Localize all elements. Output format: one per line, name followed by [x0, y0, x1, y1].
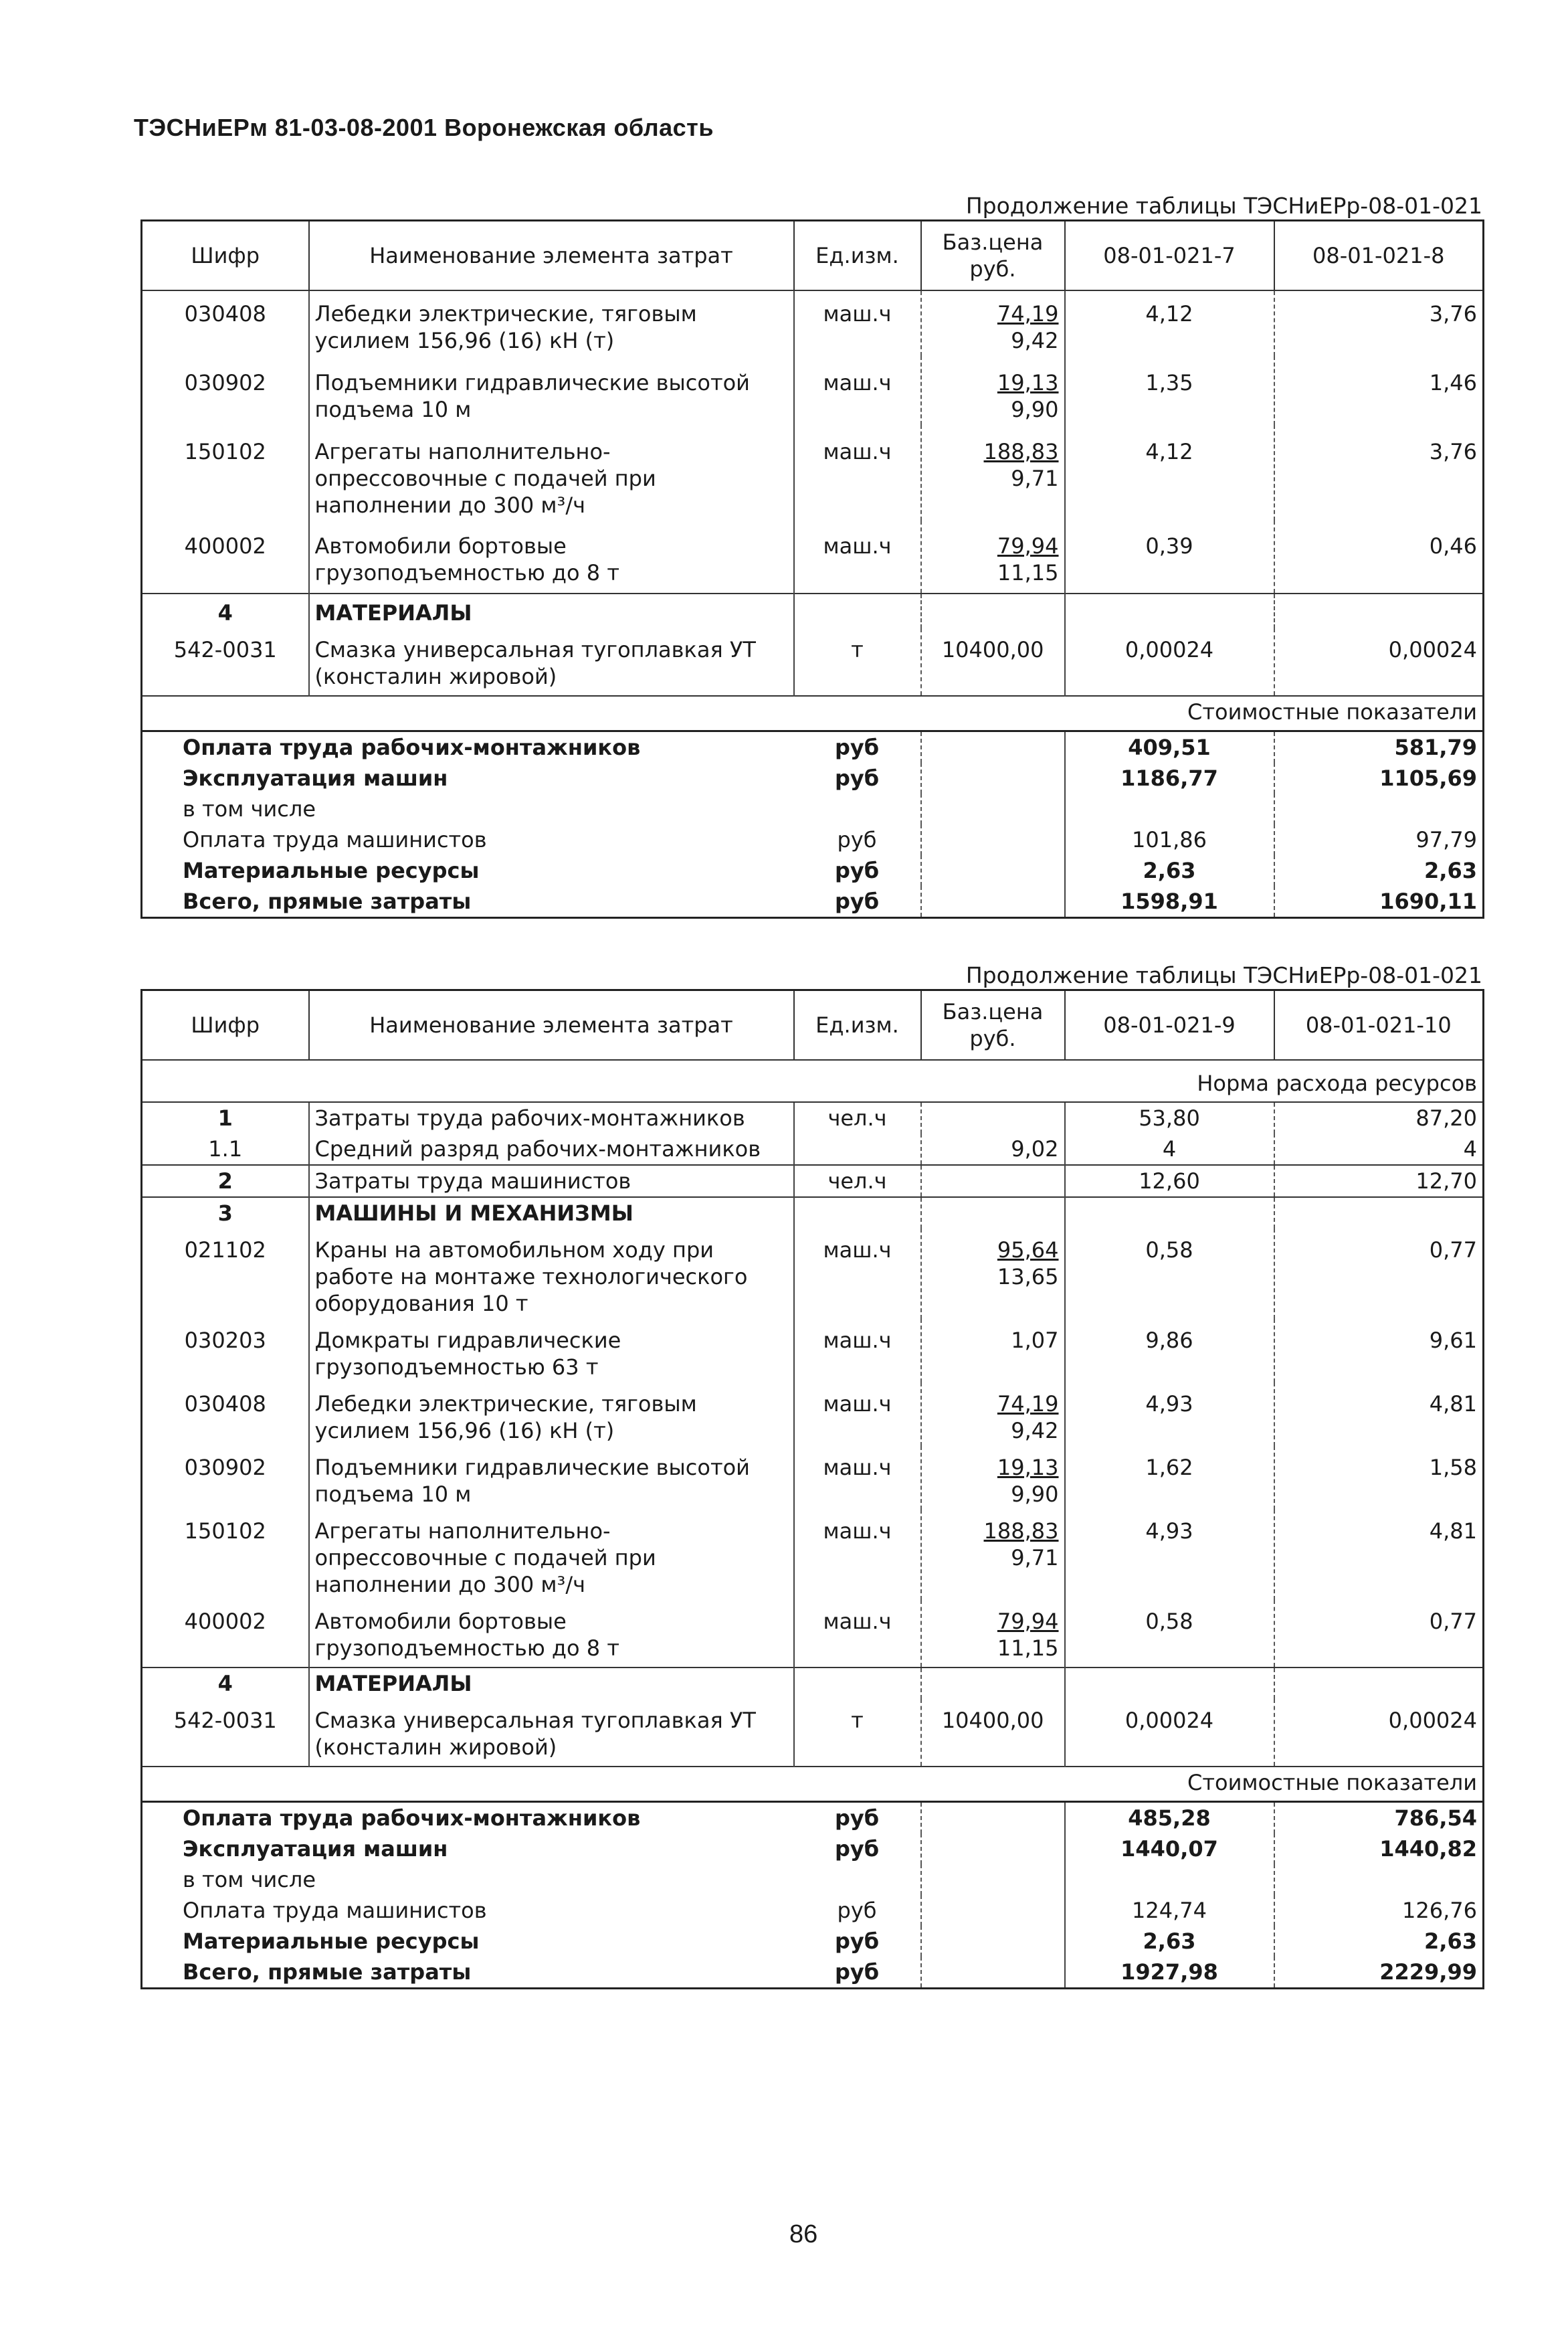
summary-value-2: 1440,82 [1379, 1836, 1477, 1862]
row-value-1: 4,93 [1065, 1510, 1274, 1600]
price-wage: 11,15 [997, 1635, 1059, 1661]
summary-value-2: 2229,99 [1379, 1959, 1477, 1985]
summary-unit: руб [794, 886, 921, 918]
summary-value-1: 2,63 [1065, 855, 1274, 886]
row-price: 9,02 [921, 1134, 1065, 1165]
header-price [921, 221, 1065, 291]
row-price [921, 1510, 1065, 1600]
price-wage: 11,15 [997, 560, 1059, 586]
row-code: 150102 [142, 1510, 309, 1600]
row-code: 030203 [142, 1319, 309, 1382]
header-col-10: 08-01-021-10 [1274, 990, 1484, 1061]
row-value-1: 1,35 [1065, 356, 1274, 425]
row-value-1: 0,58 [1065, 1229, 1274, 1319]
summary-row [142, 855, 1484, 886]
cost-table-2 [140, 989, 1484, 1989]
row-value-1: 0,00024 [1065, 1699, 1274, 1767]
table-row [142, 1510, 1484, 1600]
summary-row [142, 1864, 1484, 1895]
row-unit: маш.ч [794, 1382, 921, 1446]
section-title: МАШИНЫ И МЕХАНИЗМЫ [309, 1197, 794, 1229]
header-price-line2: руб. [969, 1026, 1016, 1051]
name-line: усилием 156,96 (16) кН (т) [314, 1418, 615, 1443]
summary-label: Оплата труда рабочих-монтажников [142, 1802, 794, 1834]
row-name [309, 1699, 794, 1767]
table-row [142, 521, 1484, 594]
header-price [921, 990, 1065, 1061]
summary-row [142, 824, 1484, 855]
row-name [309, 1510, 794, 1600]
name-line: Домкраты гидравлические [314, 1328, 621, 1353]
name-line: грузоподъемностью до 8 т [314, 560, 619, 586]
price-base: 19,13 [997, 370, 1059, 395]
row-value-2: 0,46 [1429, 533, 1477, 559]
header-price-line1: Баз.цена [942, 230, 1044, 255]
row-value-2: 4 [1463, 1136, 1477, 1162]
row-name [309, 1382, 794, 1446]
row-code: 400002 [142, 1600, 309, 1668]
section-code: 3 [142, 1197, 309, 1229]
summary-unit: руб [794, 855, 921, 886]
price-base: 74,19 [997, 301, 1059, 327]
document-title: ТЭСНиЕРм 81-03-08-2001 Воронежская область [134, 114, 714, 141]
name-line: Агрегаты наполнительно- [314, 1518, 611, 1544]
summary-unit: руб [794, 1833, 921, 1864]
summary-value-1: 485,28 [1065, 1802, 1274, 1834]
summary-label: в том числе [183, 796, 316, 822]
row-value-1: 4,12 [1065, 290, 1274, 356]
summary-row [142, 794, 1484, 824]
table-row [142, 425, 1484, 521]
row-value-1: 0,39 [1065, 521, 1274, 594]
table-caption: Продолжение таблицы ТЭСНиЕРр-08-01-021 [965, 962, 1482, 988]
header-col-7: 08-01-021-7 [1065, 221, 1274, 291]
row-code: 1 [142, 1102, 309, 1134]
name-line: грузоподъемностью 63 т [314, 1354, 599, 1380]
row-unit: маш.ч [794, 1446, 921, 1510]
table-caption: Продолжение таблицы ТЭСНиЕРр-08-01-021 [965, 193, 1482, 219]
row-code: 030902 [142, 356, 309, 425]
summary-value-1: 124,74 [1065, 1895, 1274, 1926]
row-value-1: 4,93 [1065, 1382, 1274, 1446]
row-unit: маш.ч [794, 290, 921, 356]
row-name [309, 290, 794, 356]
price-base: 79,94 [997, 1609, 1059, 1634]
summary-row [142, 1802, 1484, 1834]
row-price [921, 1382, 1065, 1446]
summary-label: в том числе [183, 1867, 316, 1892]
price-wage: 9,90 [1011, 1481, 1059, 1507]
price-base: 74,19 [997, 1391, 1059, 1417]
price-wage: 9,42 [1011, 1418, 1059, 1443]
name-line: Агрегаты наполнительно- [314, 439, 611, 464]
row-value-1: 9,86 [1065, 1319, 1274, 1382]
name-line: Лебедки электрические, тяговым [314, 301, 697, 327]
summary-value-1: 1186,77 [1065, 763, 1274, 794]
name-line: опрессовочные с подачей при [314, 466, 656, 491]
price-wage: 9,71 [1011, 466, 1059, 491]
row-price [921, 425, 1065, 521]
name-line: Краны на автомобильном ходу при [314, 1237, 714, 1263]
summary-label: Материальные ресурсы [183, 1928, 480, 1954]
row-unit: маш.ч [794, 1600, 921, 1668]
header-price-line1: Баз.цена [942, 999, 1044, 1024]
row-value-2: 4,81 [1429, 1391, 1477, 1417]
page-number: 86 [789, 2220, 818, 2248]
row-name [309, 1319, 794, 1382]
table-row [142, 1319, 1484, 1382]
table-row [142, 628, 1484, 696]
summary-value-1: 409,51 [1065, 731, 1274, 763]
header-unit: Ед.изм. [794, 990, 921, 1061]
summary-unit: руб [794, 763, 921, 794]
row-value-2: 1,46 [1429, 370, 1477, 395]
header-code: Шифр [142, 221, 309, 291]
summary-row [142, 1926, 1484, 1957]
row-name [309, 1600, 794, 1668]
row-value-2: 0,00024 [1388, 1708, 1477, 1733]
name-line: опрессовочные с подачей при [314, 1545, 656, 1570]
row-value-2: 3,76 [1429, 439, 1477, 464]
row-code: 030902 [142, 1446, 309, 1510]
row-unit: маш.ч [794, 1510, 921, 1600]
cost-band-row [142, 696, 1484, 731]
summary-row [142, 1833, 1484, 1864]
row-name [309, 356, 794, 425]
norm-band-label: Норма расхода ресурсов [142, 1060, 1484, 1102]
cost-table-1 [140, 219, 1484, 919]
row-price: 1,07 [921, 1319, 1065, 1382]
name-line: работе на монтаже технологического [314, 1264, 748, 1289]
summary-value-2: 97,79 [1415, 827, 1477, 852]
row-name: Средний разряд рабочих-монтажников [309, 1134, 794, 1165]
section-row [142, 1668, 1484, 1699]
summary-value-1: 2,63 [1065, 1926, 1274, 1957]
row-code: 400002 [142, 521, 309, 594]
summary-value-1: 101,86 [1065, 824, 1274, 855]
price-base: 188,83 [983, 439, 1059, 464]
table-header [142, 221, 1484, 291]
section-row [142, 1197, 1484, 1229]
row-code: 021102 [142, 1229, 309, 1319]
summary-row [142, 886, 1484, 918]
name-line: подъема 10 м [314, 1481, 472, 1507]
cost-band-row [142, 1767, 1484, 1802]
summary-value-2: 1690,11 [1379, 889, 1477, 914]
name-line: грузоподъемностью до 8 т [314, 1635, 619, 1661]
header-name: Наименование элемента затрат [309, 990, 794, 1061]
row-name [309, 1446, 794, 1510]
row-value-2: 1,58 [1429, 1455, 1477, 1480]
table-header [142, 990, 1484, 1061]
name-line: Смазка универсальная тугоплавкая УТ [314, 1708, 756, 1733]
name-line: наполнении до 300 м³/ч [314, 492, 586, 518]
row-unit: т [794, 628, 921, 696]
summary-unit: руб [794, 731, 921, 763]
table-row [142, 356, 1484, 425]
row-unit: т [794, 1699, 921, 1767]
section-title: МАТЕРИАЛЫ [309, 594, 794, 628]
summary-label: Эксплуатация машин [183, 1836, 448, 1862]
row-name [309, 628, 794, 696]
header-name: Наименование элемента затрат [309, 221, 794, 291]
summary-label: Оплата труда машинистов [183, 827, 487, 852]
row-unit: маш.ч [794, 1229, 921, 1319]
price-base: 79,94 [997, 533, 1059, 559]
row-unit: чел.ч [794, 1165, 921, 1197]
summary-label: Оплата труда машинистов [183, 1898, 487, 1923]
row-code: 542-0031 [142, 1699, 309, 1767]
header-code: Шифр [142, 990, 309, 1061]
name-line: Подъемники гидравлические высотой [314, 370, 750, 395]
row-price [921, 1600, 1065, 1668]
summary-value-2: 786,54 [1274, 1802, 1484, 1834]
name-line: Лебедки электрические, тяговым [314, 1391, 697, 1417]
row-value-2: 0,77 [1429, 1237, 1477, 1263]
table-row [142, 290, 1484, 356]
table-row [142, 1382, 1484, 1446]
row-value-2: 0,00024 [1388, 637, 1477, 662]
row-value-1: 1,62 [1065, 1446, 1274, 1510]
row-value-1: 0,58 [1065, 1600, 1274, 1668]
row-name [309, 425, 794, 521]
cost-band-label: Стоимостные показатели [142, 1767, 1484, 1802]
price-wage: 9,71 [1011, 1545, 1059, 1570]
price-wage: 9,90 [1011, 397, 1059, 422]
table-row [142, 1446, 1484, 1510]
summary-label: Всего, прямые затраты [183, 889, 472, 914]
row-value-2: 0,77 [1429, 1609, 1477, 1634]
summary-value-1: 1598,91 [1065, 886, 1274, 918]
price-wage: 13,65 [997, 1264, 1059, 1289]
row-price [921, 521, 1065, 594]
row-code: 542-0031 [142, 628, 309, 696]
summary-label: Эксплуатация машин [183, 765, 448, 791]
summary-unit: руб [794, 1957, 921, 1989]
row-value-1: 4 [1065, 1134, 1274, 1165]
header-price-line2: руб. [969, 256, 1016, 282]
section-row [142, 594, 1484, 628]
row-unit: чел.ч [794, 1102, 921, 1134]
row-value-2: 9,61 [1429, 1328, 1477, 1353]
table-row [142, 1134, 1484, 1165]
row-code: 1.1 [142, 1134, 309, 1165]
summary-label: Всего, прямые затраты [183, 1959, 472, 1985]
section-code: 4 [142, 1668, 309, 1699]
name-line: оборудования 10 т [314, 1291, 528, 1316]
row-price: 10400,00 [921, 1699, 1065, 1767]
row-code: 150102 [142, 425, 309, 521]
summary-unit: руб [794, 1926, 921, 1957]
name-line: наполнении до 300 м³/ч [314, 1572, 586, 1597]
summary-value-2: 2,63 [1424, 1928, 1477, 1954]
section-code: 4 [142, 594, 309, 628]
name-line: (консталин жировой) [314, 1734, 557, 1760]
row-value-1: 12,60 [1065, 1165, 1274, 1197]
table-row [142, 1699, 1484, 1767]
row-name [309, 1229, 794, 1319]
name-line: Автомобили бортовые [314, 1609, 567, 1634]
price-base: 95,64 [997, 1237, 1059, 1263]
row-code: 2 [142, 1165, 309, 1197]
name-line: Автомобили бортовые [314, 533, 567, 559]
row-value-2: 87,20 [1415, 1105, 1477, 1131]
table-row [142, 1165, 1484, 1197]
row-code: 030408 [142, 1382, 309, 1446]
table-row [142, 1600, 1484, 1668]
row-price [921, 290, 1065, 356]
summary-value-1: 1440,07 [1065, 1833, 1274, 1864]
row-price [921, 1229, 1065, 1319]
row-unit: маш.ч [794, 356, 921, 425]
header-unit: Ед.изм. [794, 221, 921, 291]
row-value-2: 3,76 [1429, 301, 1477, 327]
summary-unit: руб [794, 824, 921, 855]
row-unit: маш.ч [794, 521, 921, 594]
table-row [142, 1229, 1484, 1319]
row-price: 10400,00 [921, 628, 1065, 696]
name-line: (консталин жировой) [314, 664, 557, 689]
row-value-1: 53,80 [1065, 1102, 1274, 1134]
summary-label: Оплата труда рабочих-монтажников [142, 731, 794, 763]
summary-row [142, 1895, 1484, 1926]
name-line: усилием 156,96 (16) кН (т) [314, 328, 615, 353]
cost-band-label: Стоимостные показатели [142, 696, 1484, 731]
row-value-2: 4,81 [1429, 1518, 1477, 1544]
price-base: 188,83 [983, 1518, 1059, 1544]
price-wage: 9,42 [1011, 328, 1059, 353]
name-line: Смазка универсальная тугоплавкая УТ [314, 637, 756, 662]
row-value-2: 12,70 [1274, 1165, 1484, 1197]
row-price [921, 1446, 1065, 1510]
row-unit: маш.ч [794, 1319, 921, 1382]
summary-value-2: 126,76 [1402, 1898, 1477, 1923]
row-unit: маш.ч [794, 425, 921, 521]
row-value-1: 4,12 [1065, 425, 1274, 521]
summary-value-1: 1927,98 [1065, 1957, 1274, 1989]
name-line: подъема 10 м [314, 397, 472, 422]
price-base: 19,13 [997, 1455, 1059, 1480]
row-name: Затраты труда рабочих-монтажников [309, 1102, 794, 1134]
row-name: Затраты труда машинистов [309, 1165, 794, 1197]
row-code: 030408 [142, 290, 309, 356]
summary-value-2: 1105,69 [1379, 765, 1477, 791]
summary-row [142, 763, 1484, 794]
norm-band-row [142, 1060, 1484, 1102]
summary-unit: руб [794, 1895, 921, 1926]
header-col-9: 08-01-021-9 [1065, 990, 1274, 1061]
summary-row [142, 1957, 1484, 1989]
row-price [921, 356, 1065, 425]
header-col-8: 08-01-021-8 [1274, 221, 1484, 291]
row-name [309, 521, 794, 594]
name-line: Подъемники гидравлические высотой [314, 1455, 750, 1480]
summary-value-2: 2,63 [1424, 858, 1477, 883]
summary-row [142, 731, 1484, 763]
summary-label: Материальные ресурсы [183, 858, 480, 883]
section-title: МАТЕРИАЛЫ [309, 1668, 794, 1699]
row-value-1: 0,00024 [1065, 628, 1274, 696]
summary-value-2: 581,79 [1274, 731, 1484, 763]
table-row [142, 1102, 1484, 1134]
summary-unit: руб [794, 1802, 921, 1834]
